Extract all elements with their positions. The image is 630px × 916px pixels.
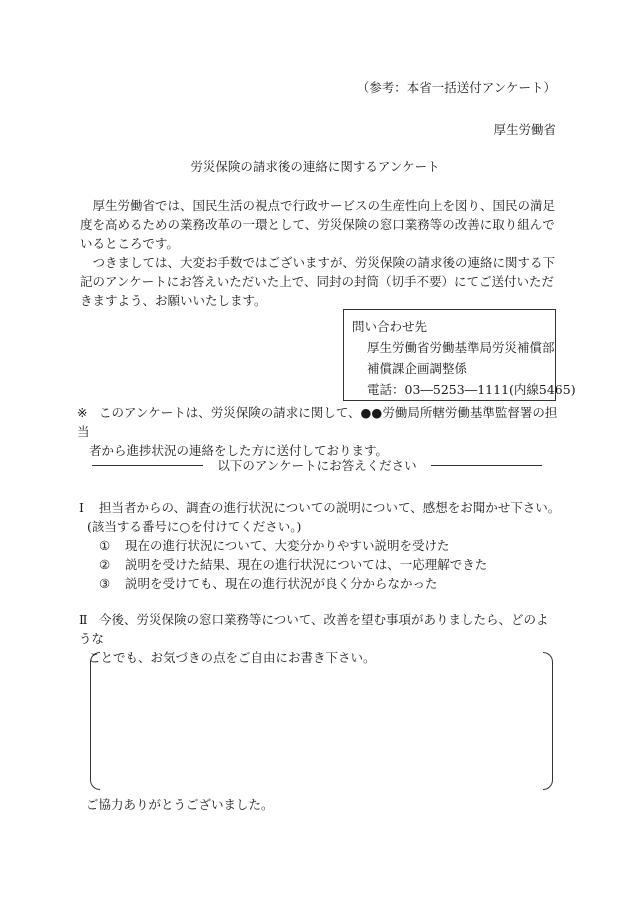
- option-text: 説明を受けた結果、現在の進行状況については、一応理解できた: [125, 557, 488, 572]
- option-marker: ①: [99, 538, 111, 553]
- answer-option-3[interactable]: [79, 574, 560, 593]
- note-line-2: 者から進捗状況の連絡をした方に送付しております。: [89, 443, 389, 458]
- question-1-number: Ⅰ: [79, 500, 84, 515]
- option-text: 現在の進行状況について、大変分かりやすい説明を受けた: [125, 538, 450, 553]
- option-marker: ③: [99, 576, 111, 591]
- section-divider: [92, 458, 542, 474]
- question-2-line-1: 今後、労災保険の窓口業務等について、改善を望む事項がありましたら、どのような: [79, 612, 549, 646]
- divider-line-right: [431, 465, 542, 466]
- contact-department: 厚生労働省労働基準局労災補償部: [367, 340, 555, 355]
- note-section: [77, 403, 559, 460]
- intro-paragraph-1: 厚生労働省では、国民生活の視点で行政サービスの生産性向上を図り、国民の満足度を高めるための業務改革の一環として、労災保険の窓口業務等の改善に取り組んでいるところです。: [80, 198, 556, 251]
- organization-name: 厚生労働省: [493, 122, 556, 137]
- question-2-line-2: ことでも、お気づきの点をご自由にお書き下さい。: [88, 650, 376, 665]
- reference-note: （参考：本省一括送付アンケート）: [356, 80, 556, 95]
- contact-box: [343, 309, 576, 401]
- closing-message: ご協力ありがとうございました。: [86, 797, 274, 812]
- answer-option-2[interactable]: [79, 555, 560, 574]
- answer-option-1[interactable]: [79, 536, 560, 555]
- option-text: 説明を受けても、現在の進行状況が良く分からなかった: [125, 576, 438, 591]
- divider-text: 以下のアンケートにお答えください: [217, 458, 417, 473]
- option-marker: ②: [99, 557, 111, 572]
- free-text-area-left-bracket: [90, 652, 100, 790]
- contact-section: 補償課企画調整係: [367, 361, 468, 376]
- document-title: 労災保険の請求後の連絡に関するアンケート: [190, 159, 440, 174]
- contact-heading: 問い合わせ先: [352, 319, 428, 334]
- question-1: [79, 498, 560, 593]
- divider-line-left: [92, 465, 203, 466]
- question-1-instruction: (該当する番号に○を付けてください。): [87, 519, 302, 534]
- note-mark: ※: [77, 405, 88, 420]
- intro-section: [80, 196, 558, 310]
- question-1-text: 担当者からの、調査の進行状況についての説明について、感想をお聞かせ下さい。: [99, 500, 561, 515]
- question-2-number: Ⅱ: [79, 612, 88, 627]
- free-text-area-right-bracket: [543, 652, 553, 790]
- note-line-1: このアンケートは、労災保険の請求に関して、●●労働局所轄労働基準監督署の担当: [77, 405, 558, 439]
- question-2: [79, 610, 559, 667]
- contact-phone: 電話：03―5253―1111(内線5465): [367, 382, 576, 397]
- intro-paragraph-2: つきましては、大変お手数ではございますが、労災保険の請求後の連絡に関する下記のアンケートにお答えいただいた上で、同封の封筒（切手不要）にてご送付いただきますよう、お願いいたします。: [80, 255, 556, 308]
